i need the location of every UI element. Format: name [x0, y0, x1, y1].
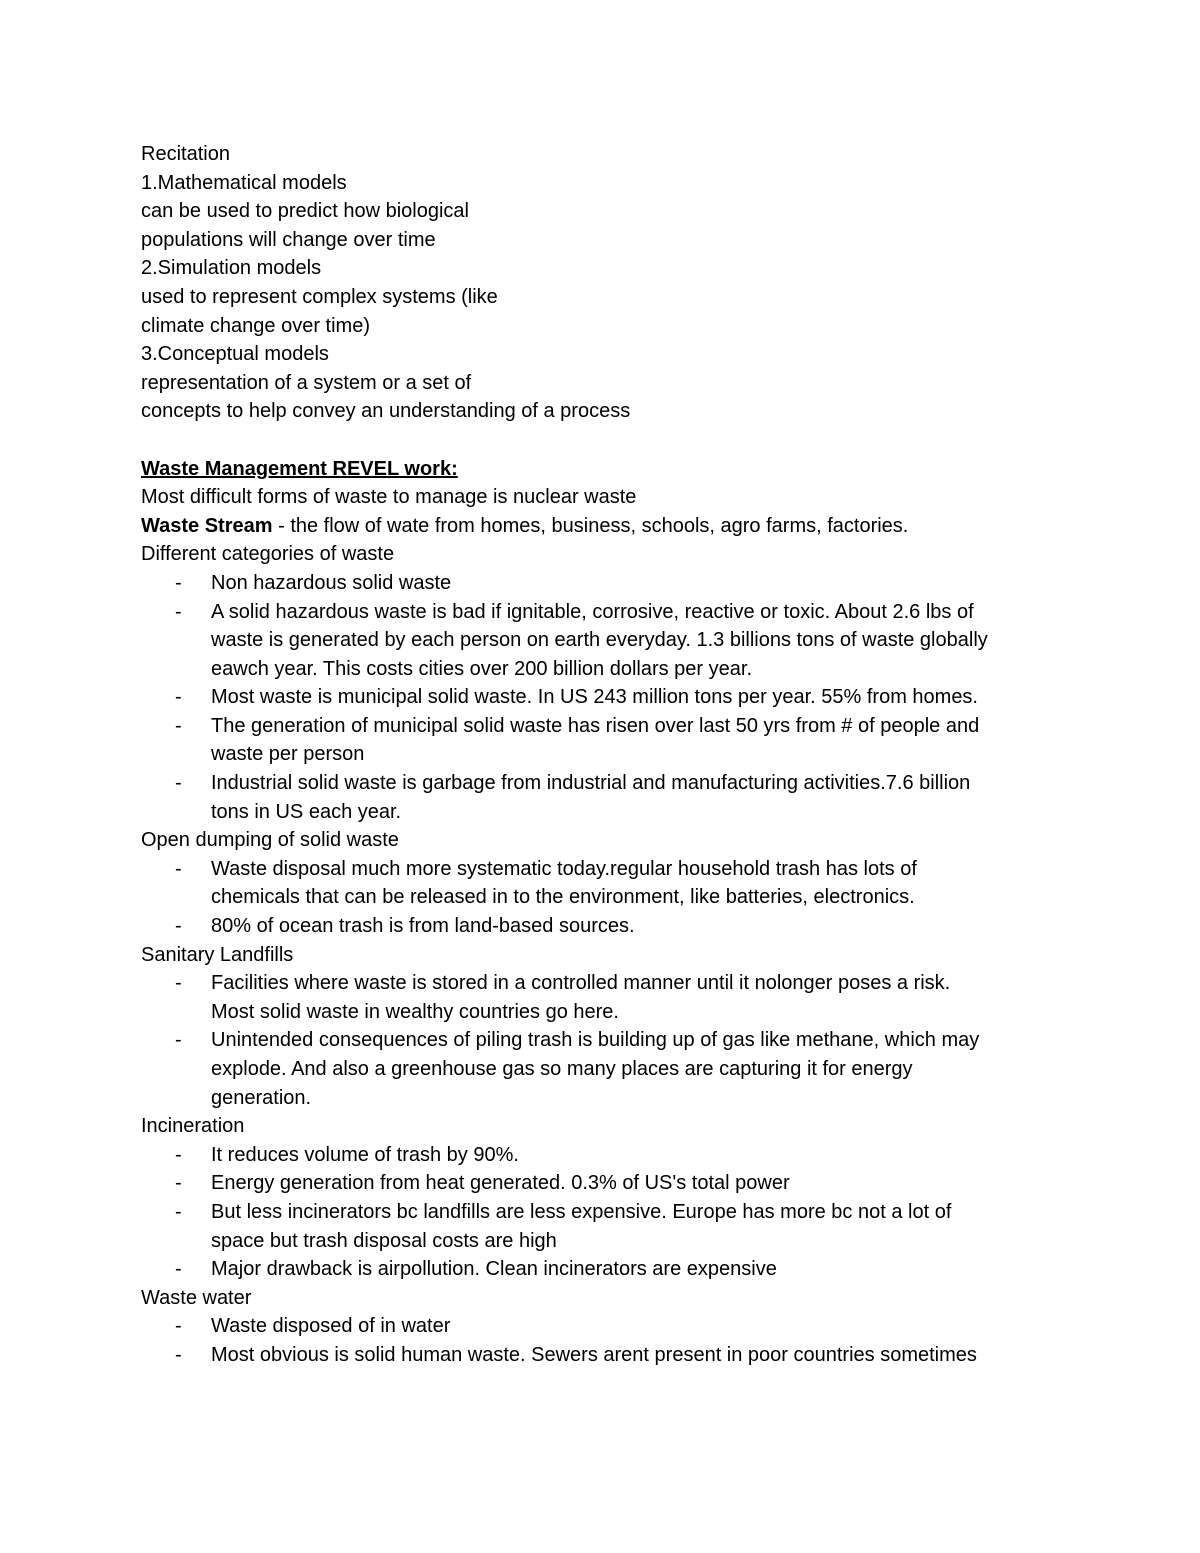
bullet-line: But less incinerators bc landfills are less expensive. Europe has more bc not a lot of [211, 1200, 952, 1223]
dash-bullet-icon: - [175, 1029, 182, 1052]
bullet-item [141, 1312, 1071, 1341]
dash-bullet-icon: - [175, 972, 182, 995]
dash-bullet-icon: - [175, 1343, 182, 1366]
dash-bullet-icon: - [175, 714, 182, 737]
intro-line: climate change over time) [141, 314, 370, 337]
bullet-item [141, 769, 1071, 826]
section-title: Open dumping of solid waste [141, 829, 399, 852]
intro-line: 2.Simulation models [141, 257, 322, 280]
bullet-item [141, 1141, 1071, 1170]
bullet-line: Non hazardous solid waste [211, 571, 452, 594]
bullet-item [141, 683, 1071, 712]
section-title: Waste water [141, 1286, 252, 1309]
dash-bullet-icon: - [175, 1258, 182, 1281]
waste-management-heading: Waste Management REVEL work: [141, 457, 458, 480]
body-line: Most difficult forms of waste to manage is nuclear waste [141, 486, 637, 509]
bullet-item [141, 1341, 1071, 1370]
bullet-item [141, 912, 1071, 941]
bullet-line: Waste disposed of in water [211, 1315, 451, 1338]
section-title: Different categories of waste [141, 543, 395, 566]
intro-line: populations will change over time [141, 228, 436, 251]
dash-bullet-icon: - [175, 1172, 182, 1195]
intro-line: concepts to help convey an understanding of a process [141, 400, 631, 423]
bullet-line: 80% of ocean trash is from land-based sources. [211, 915, 635, 938]
bullet-line: explode. And also a greenhouse gas so many places are capturing it for energy [211, 1058, 913, 1080]
bullet-line: It reduces volume of trash by 90%. [211, 1143, 519, 1166]
dash-bullet-icon: - [175, 686, 182, 709]
bullet-list [141, 969, 1071, 1112]
bullet-item [141, 1026, 1071, 1112]
bullet-line: chemicals that can be released in to the environment, like batteries, electronics. [211, 886, 915, 909]
bullet-item [141, 1169, 1071, 1198]
blank-line [141, 426, 1071, 455]
waste-stream-term: Waste Stream [141, 514, 273, 537]
bullet-item [141, 569, 1071, 598]
document-page [141, 140, 1071, 1370]
dash-bullet-icon: - [175, 600, 182, 623]
sections-container [141, 540, 1071, 1369]
bullet-line: tons in US each year. [211, 800, 402, 823]
section-title: Incineration [141, 1115, 245, 1138]
dash-bullet-icon: - [175, 1143, 182, 1166]
bullet-line: Unintended consequences of piling trash is building up of gas like methane, which may [211, 1029, 980, 1052]
intro-line: used to represent complex systems (like [141, 285, 498, 308]
bullet-line: Most waste is municipal solid waste. In US 243 million tons per year. 55% from homes. [211, 686, 978, 709]
bullet-item [141, 712, 1071, 769]
bullet-line: eawch year. This costs cities over 200 billion dollars per year. [211, 657, 753, 680]
bullet-line: waste per person [211, 743, 365, 766]
bullet-list [141, 1312, 1071, 1369]
dash-bullet-icon: - [175, 1315, 182, 1338]
bullet-line: Industrial solid waste is garbage from industrial and manufacturing activities.7.6 billion [211, 772, 971, 795]
bullet-list [141, 1141, 1071, 1284]
bullet-line: Most obvious is solid human waste. Sewers arent present in poor countries sometimes [211, 1343, 977, 1366]
bullet-line: space but trash disposal costs are high [211, 1229, 557, 1252]
bullet-list [141, 569, 1071, 826]
dash-bullet-icon: - [175, 571, 182, 594]
dash-bullet-icon: - [175, 857, 182, 880]
waste-stream-definition [141, 512, 1071, 541]
bullet-line: generation. [211, 1086, 312, 1109]
intro-line: 3.Conceptual models [141, 343, 329, 366]
bullet-line: Facilities where waste is stored in a controlled manner until it nolonger poses a risk. [211, 972, 951, 995]
intro-line: can be used to predict how biological [141, 200, 469, 223]
intro-line: representation of a system or a set of [141, 371, 472, 394]
bullet-item [141, 1255, 1071, 1284]
bullet-line: The generation of municipal solid waste has risen over last 50 yrs from # of people and [211, 714, 980, 737]
dash-bullet-icon: - [175, 1200, 182, 1223]
dash-bullet-icon: - [175, 772, 182, 795]
bullet-line: Waste disposal much more systematic today.regular household trash has lots of [211, 857, 917, 880]
bullet-line: Most solid waste in wealthy countries go here. [211, 1000, 619, 1023]
recitation-title: Recitation [141, 143, 230, 165]
bullet-line: A solid hazardous waste is bad if ignitable, corrosive, reactive or toxic. About 2.6 lbs of [211, 600, 974, 623]
dash-bullet-icon: - [175, 915, 182, 938]
bullet-item [141, 1198, 1071, 1255]
waste-stream-text: - the flow of wate from homes, business, schools, agro farms, factories. [272, 514, 909, 537]
section-title: Sanitary Landfills [141, 943, 294, 966]
bullet-item [141, 598, 1071, 684]
bullet-item [141, 855, 1071, 912]
bullet-item [141, 969, 1071, 1026]
intro-line: 1.Mathematical models [141, 171, 347, 194]
bullet-line: Major drawback is airpollution. Clean incinerators are expensive [211, 1258, 777, 1281]
bullet-list [141, 855, 1071, 941]
bullet-line: waste is generated by each person on earth everyday. 1.3 billions tons of waste globally [211, 629, 988, 652]
bullet-line: Energy generation from heat generated. 0.3% of US's total power [211, 1172, 790, 1195]
